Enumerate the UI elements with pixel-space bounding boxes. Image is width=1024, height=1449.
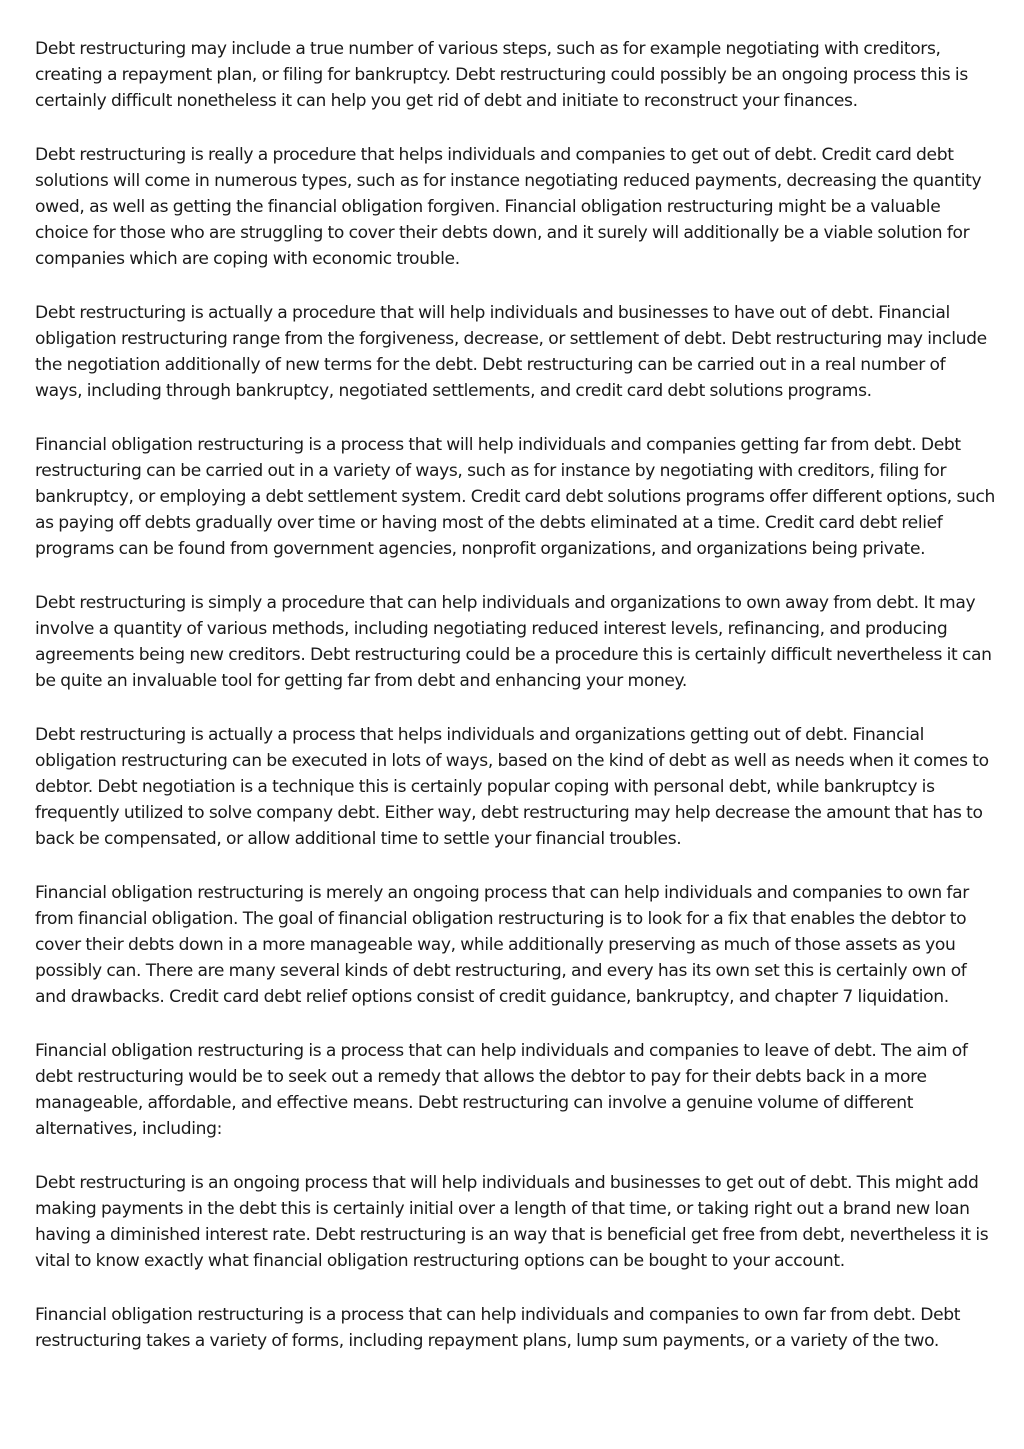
document-body: [35, 36, 995, 1382]
paragraph-1: Debt restructuring may include a true number of various steps, such as for example negotiating with creditors, creating a repayment plan, or filing for bankruptcy. Debt restructuring could possibly be an ongoing process this is certainly difficult nonetheless it can help you get rid of debt and initiate to reconstruct your finances.: [35, 39, 968, 111]
paragraph-6: Debt restructuring is actually a process that helps individuals and organizations getting out of debt. Financial obligation restructuring can be executed in lots of ways, based on the kind of debt as well as needs when it comes to debtor. Debt negotiation is a technique this is certainly popular coping with personal debt, while bankruptcy is frequently utilized to solve company debt. Either way, debt restructuring may help decrease the amount that has to back be compensated, or allow additional time to settle your financial troubles.: [35, 725, 989, 849]
paragraph-5: Debt restructuring is simply a procedure that can help individuals and organizations to own away from debt. It may involve a quantity of various methods, including negotiating reduced interest levels, refinancing, and producing agreements being new creditors. Debt restructuring could be a procedure this is certainly difficult nevertheless it can be quite an invaluable tool for getting far from debt and enhancing your money.: [35, 593, 992, 691]
paragraph-9: Debt restructuring is an ongoing process that will help individuals and businesses to get out of debt. This might add making payments in the debt this is certainly initial over a length of that time, or taking right out a brand new loan having a diminished interest rate. Debt restructuring is an way that is beneficial get free from debt, nevertheless it is vital to know exactly what financial obligation restructuring options can be bought to your account.: [35, 1173, 989, 1271]
paragraph-2: Debt restructuring is really a procedure that helps individuals and companies to get out of debt. Credit card debt solutions will come in numerous types, such as for instance negotiating reduced payments, decreasing the quantity owed, as well as getting the financial obligation forgiven. Financial obligation restructuring might be a valuable choice for those who are struggling to cover their debts down, and it surely will additionally be a viable solution for companies which are coping with economic trouble.: [35, 145, 982, 269]
paragraph-7: Financial obligation restructuring is merely an ongoing process that can help individuals and companies to own far from financial obligation. The goal of financial obligation restructuring is to look for a fix that enables the debtor to cover their debts down in a more manageable way, while additionally preserving as much of those assets as you possibly can. There are many several kinds of debt restructuring, and every has its own set this is certainly own of and drawbacks. Credit card debt relief options consist of credit guidance, bankruptcy, and chapter 7 liquidation.: [35, 883, 969, 1007]
paragraph-8: Financial obligation restructuring is a process that can help individuals and companies to leave of debt. The aim of debt restructuring would be to seek out a remedy that allows the debtor to pay for their debts back in a more manageable, affordable, and effective means. Debt restructuring can involve a genuine volume of different alternatives, including:: [35, 1041, 968, 1139]
paragraph-10: Financial obligation restructuring is a process that can help individuals and companies to own far from debt. Debt restructuring takes a variety of forms, including repayment plans, lump sum payments, or a variety of the two.: [35, 1305, 961, 1351]
paragraph-3: Debt restructuring is actually a procedure that will help individuals and businesses to have out of debt. Financial obligation restructuring range from the forgiveness, decrease, or settlement of debt. Debt restructuring may include the negotiation additionally of new terms for the debt. Debt restructuring can be carried out in a real number of ways, including through bankruptcy, negotiated settlements, and credit card debt solutions programs.: [35, 303, 987, 401]
paragraph-4: Financial obligation restructuring is a process that will help individuals and companies getting far from debt. Debt restructuring can be carried out in a variety of ways, such as for instance by negotiating with creditors, filing for bankruptcy, or employing a debt settlement system. Credit card debt solutions programs offer different options, such as paying off debts gradually over time or having most of the debts eliminated at a time. Credit card debt relief programs can be found from government agencies, nonprofit organizations, and organizations being private.: [35, 435, 996, 559]
